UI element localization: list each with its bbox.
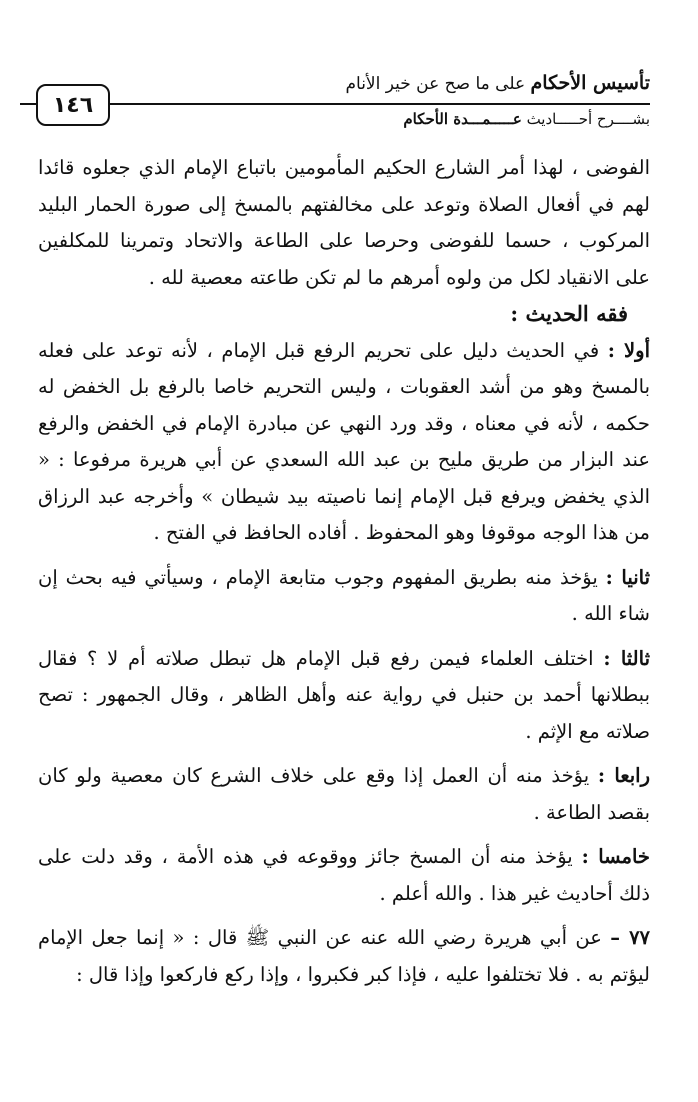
book-title-bold: تأسيس الأحكام: [530, 72, 650, 94]
hadith-number: ٧٧ –: [610, 926, 651, 949]
point-text: يؤخذ منه أن العمل إذا وقع على خلاف الشرع كان معصية ولو كان بقصد الطاعة .: [38, 764, 650, 824]
book-title: [345, 72, 650, 94]
hadith-paragraph: [38, 920, 650, 993]
page-content: [38, 150, 650, 993]
point-lead: ثالثا :: [603, 646, 650, 670]
page-header: [20, 66, 650, 146]
point-text: يؤخذ منه أن المسخ جائز ووقوعه في هذه الأمة ، وقد دلت على ذلك أحاديث غير هذا . والله أعلم .: [38, 845, 650, 905]
point-text: اختلف العلماء فيمن رفع قبل الإمام هل تبطل صلاته أم لا ؟ فقال ببطلانها أحمد بن حنبل في رواية عنه وأهل الظاهر ، وقال الجمهور : تصح صلاته مع الإثم .: [38, 646, 650, 743]
point-lead: ثانيا :: [605, 565, 650, 589]
hadith-text: عن أبي هريرة رضي الله عنه عن النبي ﷺ قال : « إنما جعل الإمام ليؤتم به . فلا تختلفوا عليه ، فإذا كبر فكبروا ، وإذا ركع فاركعوا وإذا قال :: [38, 926, 650, 986]
point-text: في الحديث دليل على تحريم الرفع قبل الإمام ، لأنه توعد على فعله بالمسخ وهو من أشد العقوبات ، وليس التحريم خاصا بالرفع بل الخفض له حكمه ، لأنه في معناه ، وقد ورد النهي عن مبادرة الإمام في الخفض والرفع عند البزار من طريق مليح بن عبد الله السعدي عن أبي هريرة مرفوعا : « الذي يخفض ويرفع قبل الإمام إنما ناصيته بيد شيطان » وأخرجه عبد الرزاق من هذا الوجه موقوفا وهو المحفوظ . أفاده الحافظ في الفتح .: [38, 338, 650, 544]
point-lead: أولا :: [607, 338, 650, 362]
point-paragraph: [38, 641, 650, 751]
point-lead: رابعا :: [597, 764, 650, 787]
point-paragraph: [38, 839, 650, 912]
point-paragraph: [38, 333, 650, 552]
book-subtitle: [403, 110, 650, 128]
point-paragraph: [38, 560, 650, 633]
section-heading: فقه الحديث :: [510, 301, 628, 326]
book-subtitle-prefix: بشــــرح أحـــــاديث: [521, 110, 650, 128]
book-subtitle-bold: عـــــمـــدة الأحكام: [403, 110, 522, 128]
intro-paragraph: الفوضى ، لهذا أمر الشارع الحكيم المأمومين باتباع الإمام الذي جعلوه قائدا لهم في أفعال الصلاة وتوعد على مخالفتهم بالمسخ إلى صورة الحمار البليد المركوب ، حسما للفوضى وحرصا على الطاعة والاتحاد وتمرينا للمكلفين على الانقياد لكل من ولوه أمرهم ما لم تكن طاعته معصية لله .: [38, 156, 650, 289]
book-title-rest: على ما صح عن خير الأنام: [345, 74, 531, 94]
page-number-frame: [20, 84, 130, 122]
point-paragraph: [38, 758, 650, 831]
page-number: ١٤٦: [36, 84, 110, 126]
point-text: يؤخذ منه بطريق المفهوم وجوب متابعة الإمام ، وسيأتي فيه بحث إن شاء الله .: [38, 565, 650, 625]
point-lead: خامسا :: [581, 845, 650, 868]
